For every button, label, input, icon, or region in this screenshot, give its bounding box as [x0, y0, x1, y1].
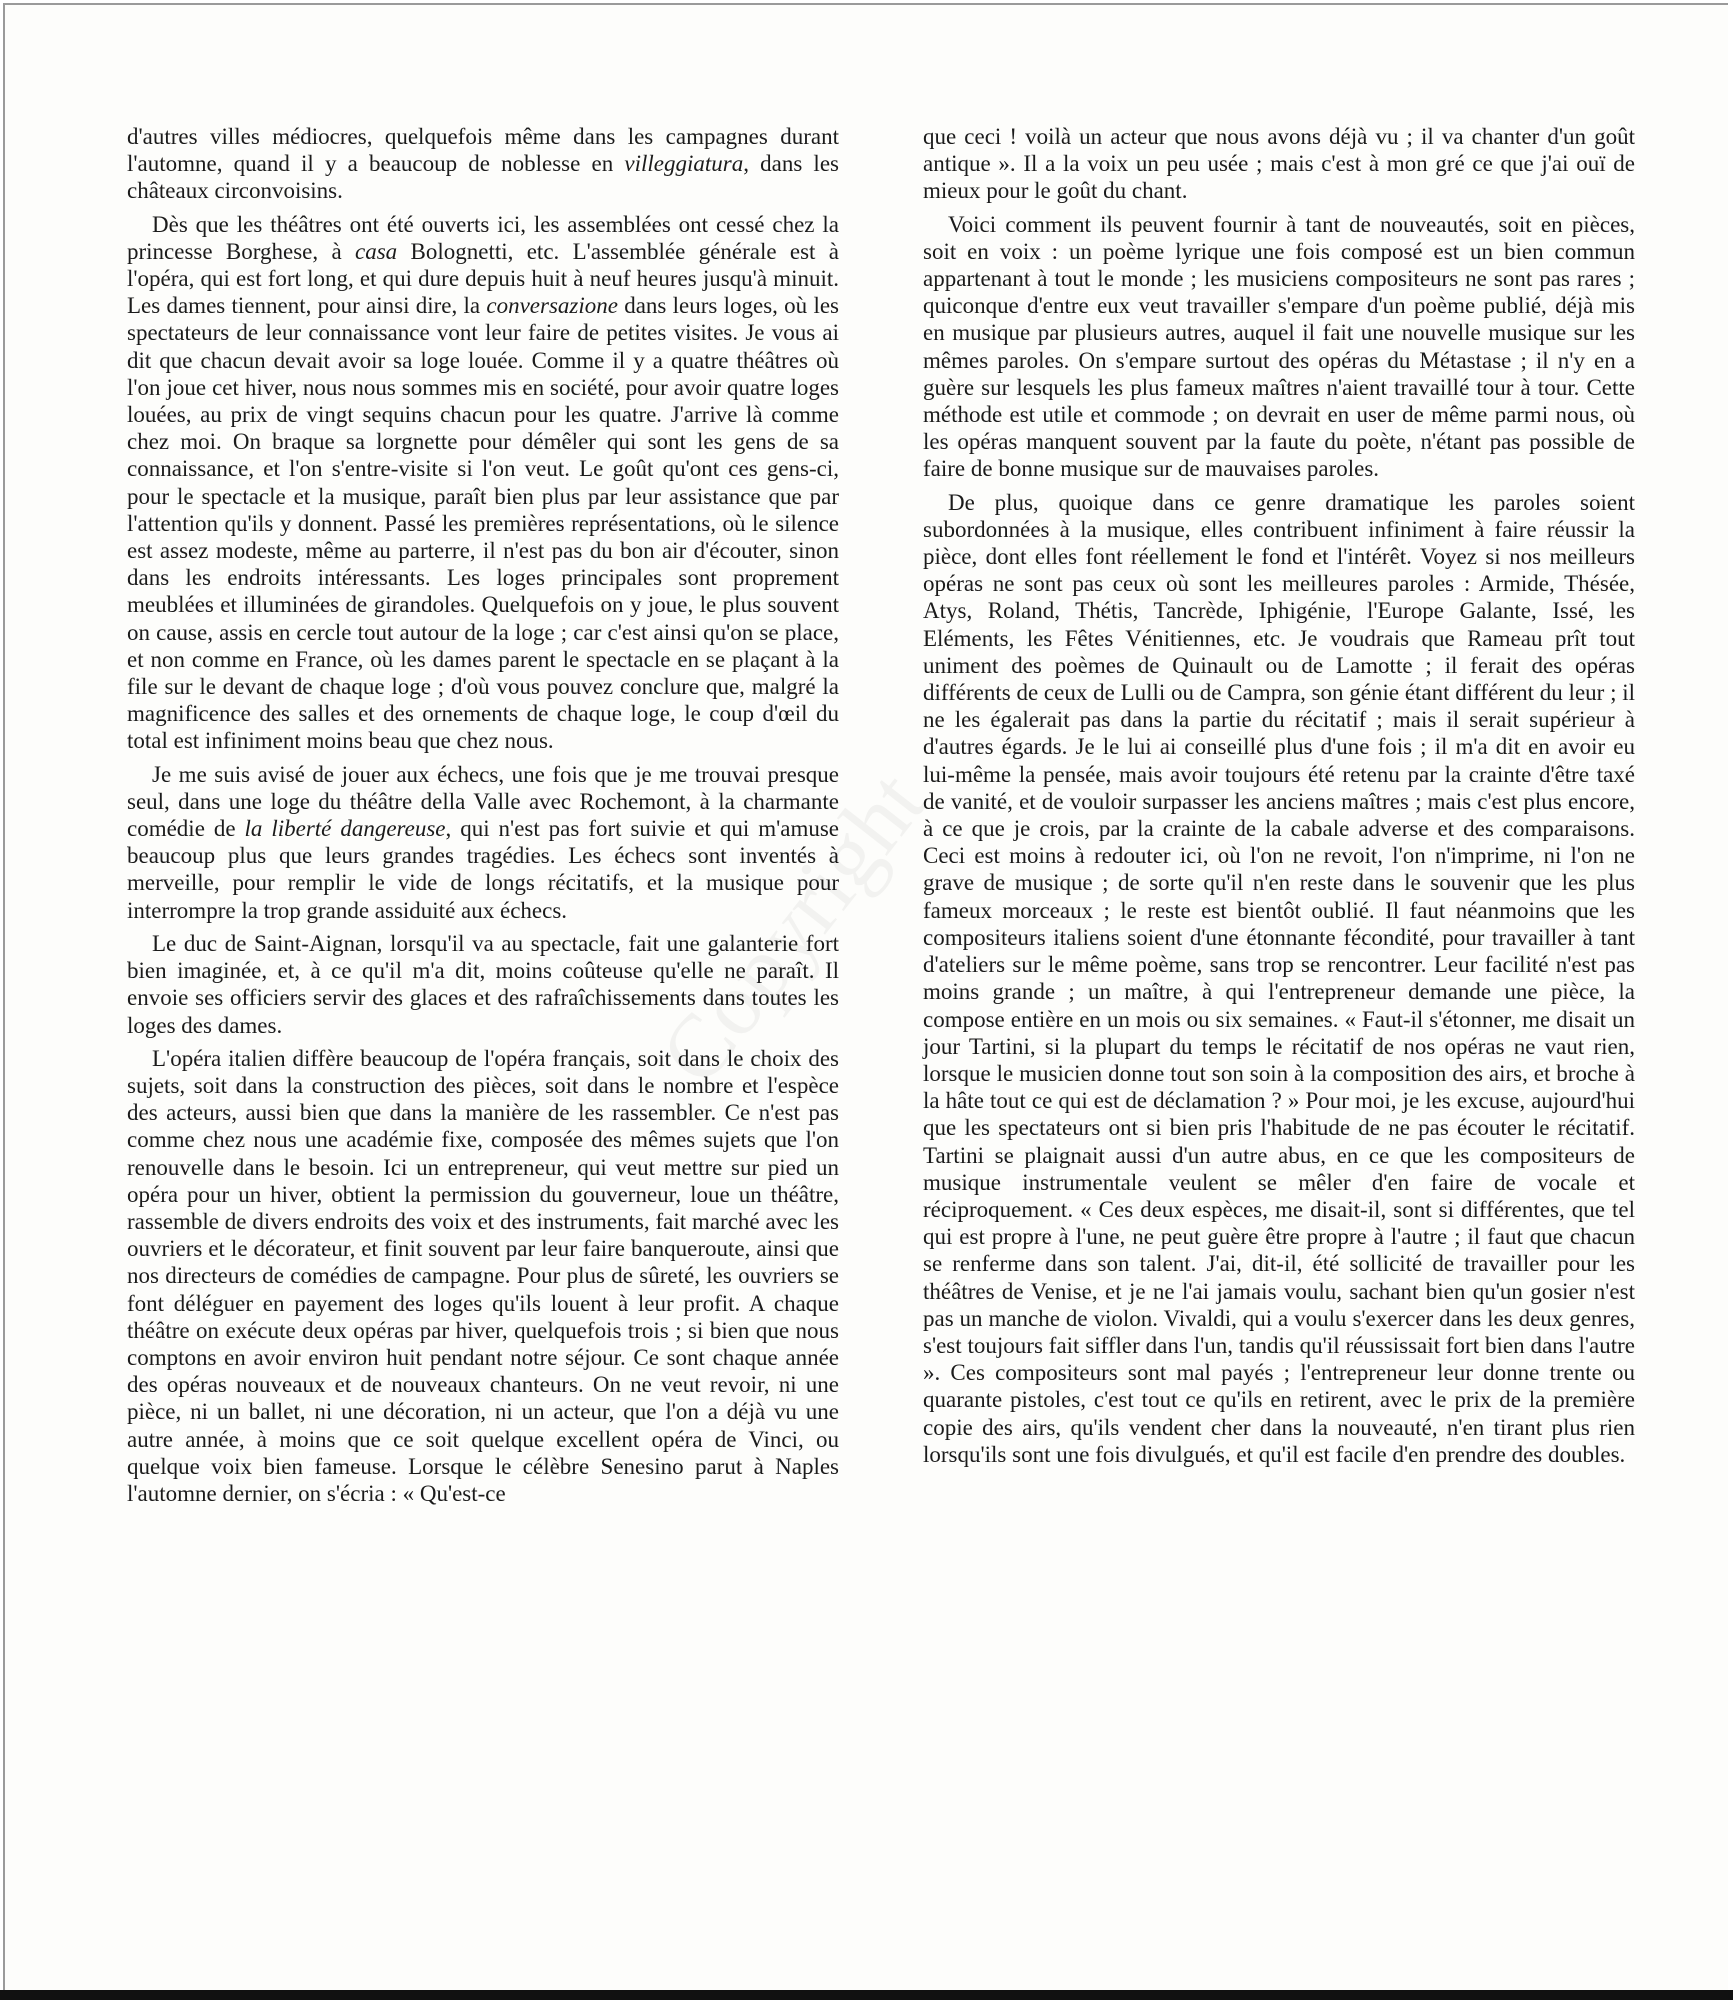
page	[3, 3, 1728, 1993]
paragraph: d'autres villes médiocres, quelquefois même dans les campagnes durant l'automne, quand il y a beaucoup de noblesse en villeggiatura, dans les châteaux circonvoisins.	[127, 124, 839, 204]
paragraph: Le duc de Saint-Aignan, lorsqu'il va au spectacle, fait une galanterie fort bien imaginée, et, à ce qu'il m'a dit, moins coûteuse qu'elle ne paraît. Il envoie ses officiers servir des glaces et des rafraîchissements dans toutes les loges des dames.	[127, 930, 839, 1038]
paragraph: que ceci ! voilà un acteur que nous avons déjà vu ; il va chanter d'un goût antique ». Il a la voix un peu usée ; mais c'est à mon gré ce que j'ai ouï de mieux pour le goût du chant.	[923, 124, 1635, 204]
italic-term: conversazione	[486, 293, 618, 319]
paragraph: L'opéra italien diffère beaucoup de l'opéra français, soit dans le choix des sujets, soit dans la construction des pièces, soit dans le nombre et l'espèce des acteurs, aussi bien que dans la manière de les rassembler. Ce n'est pas comme chez nous une académie fixe, composée des mêmes sujets que l'on renouvelle dans le besoin. Ici un entrepreneur, qui veut mettre sur pied un opéra pour un hiver, obtient la permission du gouverneur, loue un théâtre, rassemble de divers endroits des voix et des instruments, fait marché avec les ouvriers et le décorateur, et finit souvent par leur faire banqueroute, ainsi que nos directeurs de comédies de campagne. Pour plus de sûreté, les ouvriers se font déléguer en payement des loges qu'ils louent à leur profit. A chaque théâtre on exécute deux opéras par hiver, quelquefois trois ; si bien que nous comptons en avoir environ huit pendant notre séjour. Ce sont chaque année des opéras nouveaux et de nouveaux chanteurs. On ne veut revoir, ni une pièce, ni un ballet, ni une décoration, ni un acteur, que l'on a déjà vu une autre année, à moins que ce soit quelque excellent opéra de Vinci, ou quelque voix bien fameuse. Lorsque le célèbre Senesino parut à Naples l'automne dernier, on s'écria : « Qu'est-ce	[127, 1045, 839, 1506]
paragraph: Dès que les théâtres ont été ouverts ici, les assemblées ont cessé chez la princesse Borghese, à casa Bolognetti, etc. L'assemblée générale est à l'opéra, qui est fort long, et qui dure depuis huit à neuf heures jusqu'à minuit. Les dames tiennent, pour ainsi dire, la conversazione dans leurs loges, où les spectateurs de leur connaissance vont leur faire de petites visites. Je vous ai dit que chacun devait avoir sa loge louée. Comme il y a quatre théâtres où l'on joue cet hiver, nous nous sommes mis en société, pour avoir quatre loges louées, au prix de vingt sequins chacun pour les quatre. J'arrive là comme chez moi. On braque sa lorgnette pour démêler qui sont les gens de sa connaissance, et l'on s'entre-visite si l'on veut. Le goût qu'ont ces gens-ci, pour le spectacle et la musique, paraît bien plus par leur assistance que par l'attention qu'ils y donnent. Passé les premières représentations, où le silence est assez modeste, même au parterre, il n'est pas du bon air d'écouter, sinon dans les endroits intéressants. Les loges principales sont proprement meublées et illuminées de girandoles. Quelquefois on y joue, le plus souvent on cause, assis en cercle tout autour de la loge ; car c'est ainsi qu'on se place, et non comme en France, où les dames parent le spectacle en se plaçant à la file sur le devant de chaque loge ; d'où vous pouvez conclure que, malgré la magnificence des salles et des ornements de chaque loge, le coup d'œil du total est infiniment moins beau que chez nous.	[127, 211, 839, 754]
right-column	[923, 123, 1635, 1474]
left-column	[127, 123, 839, 1513]
italic-term: la liberté dangereuse	[244, 816, 446, 842]
paragraph: Je me suis avisé de jouer aux échecs, une fois que je me trouvai presque seul, dans une loge du théâtre della Valle avec Rochemont, à la charmante comédie de la liberté dangereuse, qui n'est pas fort suivie et qui m'amuse beaucoup plus que leurs grandes tragédies. Les échecs sont inventés à merveille, pour remplir le vide de longs récitatifs, et la musique pour interrompre la trop grande assiduité aux échecs.	[127, 761, 839, 923]
italic-term: villeggiatura	[624, 151, 744, 177]
italic-term: casa	[355, 238, 398, 264]
paragraph: De plus, quoique dans ce genre dramatique les paroles soient subordonnées à la musique, elles contribuent infiniment à faire réussir la pièce, dont elles font réellement le fond et l'intérêt. Voyez si nos meilleurs opéras ne sont pas ceux où sont les meilleures paroles : Armide, Thésée, Atys, Roland, Thétis, Tancrède, Iphigénie, l'Europe Galante, Issé, les Eléments, les Fêtes Vénitiennes, etc. Je voudrais que Rameau prît tout uniment des poèmes de Quinault ou de Lamotte ; il ferait des opéras différents de ceux de Lulli ou de Campra, son génie étant différent du leur ; il ne les égalerait pas dans la partie du récitatif ; mais il serait supérieur à d'autres égards. Je le lui ai conseillé plus d'une fois ; il m'a dit en avoir eu lui-même la pensée, mais avoir toujours été retenu par la crainte d'être taxé de vanité, et de vouloir surpasser les anciens maîtres ; mais c'est plus encore, à ce que je crois, par la crainte de la cabale adverse et des comparaisons. Ceci est moins à redouter ici, où l'on ne revoit, l'on n'imprime, ni l'on ne grave de musique ; de sorte qu'il n'en reste dans le souvenir que les plus fameux morceaux ; le reste est bientôt oublié. Il faut néanmoins que les compositeurs italiens soient d'une étonnante fécondité, pour travailler à tant d'ateliers sur le même poème, sans trop se rencontrer. Leur facilité n'est pas moins grande ; un maître, à qui l'entrepreneur demande une pièce, la compose entière en un mois ou six semaines. « Faut-il s'étonner, me disait un jour Tartini, si la plupart du temps le récitatif de nos opéras ne vaut rien, lorsque le musicien donne tout son soin à la composition des airs, et broche à la hâte tout ce qui est de déclamation ? » Pour moi, je les excuse, aujourd'hui que les spectateurs ont si bien pris l'habitude de ne pas écouter le récitatif. Tartini se plaignait aussi d'un autre abus, en ce que les compositeurs de musique instrumentale veulent se mêler d'en faire de vocale et réciproquement. « Ces deux espèces, me disait-il, sont si différentes, que tel qui est propre à l'une, ne peut guère être propre à l'autre ; il faut que chacun se renferme dans son talent. J'ai, dit-il, été sollicité de travailler pour les théâtres de Venise, et je ne l'ai jamais voulu, sachant bien qu'un gosier n'est pas un manche de violon. Vivaldi, qui a voulu s'exercer dans les deux genres, s'est toujours fait siffler dans l'un, tandis qu'il réussissait fort bien dans l'autre ». Ces compositeurs sont mal payés ; l'entrepreneur leur donne trente ou quarante pistoles, c'est tout ce qu'ils en retirent, avec le prix de la première copie des airs, qu'ils vendent cher dans la nouveauté, n'en tirant plus rien lorsqu'ils sont une fois divulgués, et qu'il est facile d'en prendre des doubles.	[923, 489, 1635, 1467]
paragraph: Voici comment ils peuvent fournir à tant de nouveautés, soit en pièces, soit en voix : un poème lyrique une fois composé est un bien commun appartenant à tout le monde ; les musiciens compositeurs ne sont pas rares ; quiconque d'entre eux veut travailler s'empare d'un poème publié, déjà mis en musique par plusieurs autres, auquel il fait une nouvelle musique sur les mêmes paroles. On s'empare surtout des opéras du Métastase ; il n'y en a guère sur lesquels les plus fameux maîtres n'aient travaillé tour à tour. Cette méthode est utile et commode ; on devrait en user de même parmi nous, où les opéras manquent souvent par la faute du poète, n'étant pas possible de faire de bonne musique sur de mauvaises paroles.	[923, 211, 1635, 482]
scan-border	[0, 1990, 1733, 2000]
